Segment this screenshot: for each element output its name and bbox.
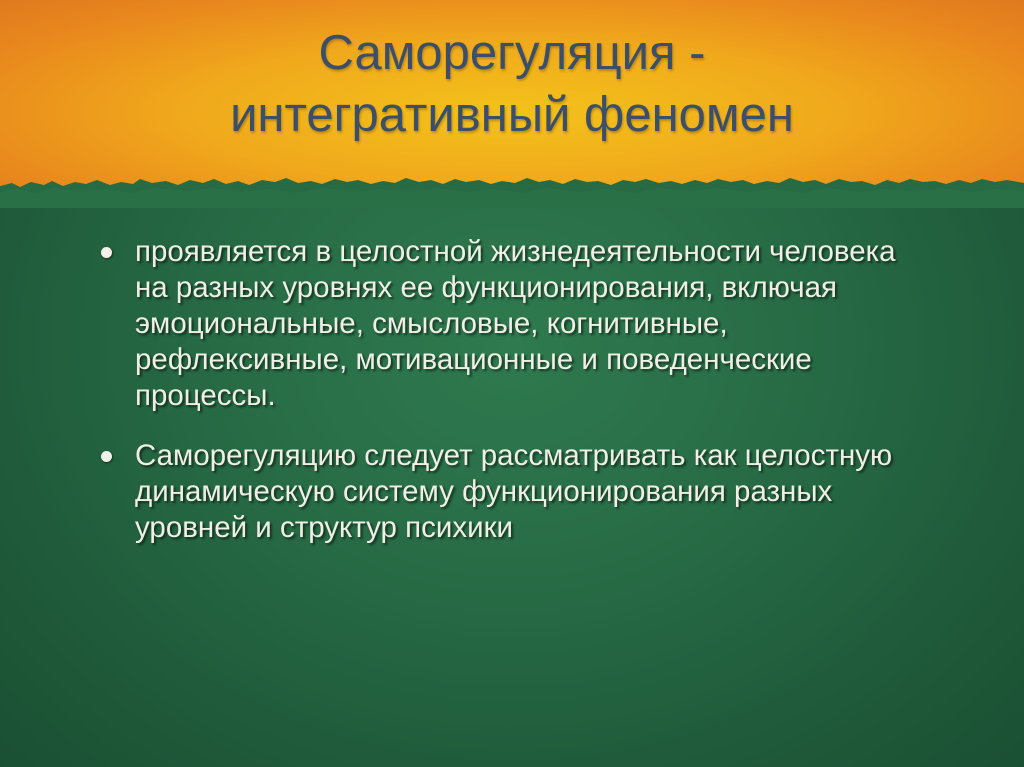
slide-title-line-1: Саморегуляция - [318,26,706,80]
bullet-text: Саморегуляцию следует рассматривать как целостную динамическую систему функционирования разных уровней и структур психики [135,439,893,544]
bullet-dot-icon [101,247,112,258]
bullet-item [98,438,918,546]
torn-edge-divider [0,168,1024,208]
bullet-item [98,234,918,414]
bullet-dot-icon [101,451,112,462]
bullet-list [98,234,918,570]
bullet-text: проявляется в целостной жизнедеятельности человека на разных уровнях ее функционирования, включая эмоциональные, смысловые, когнитивные, рефлексивные, мотивационные и поведенческие процессы. [135,235,896,412]
slide-title-line-2: интегративный феномен [230,88,794,142]
slide-title [100,22,924,146]
